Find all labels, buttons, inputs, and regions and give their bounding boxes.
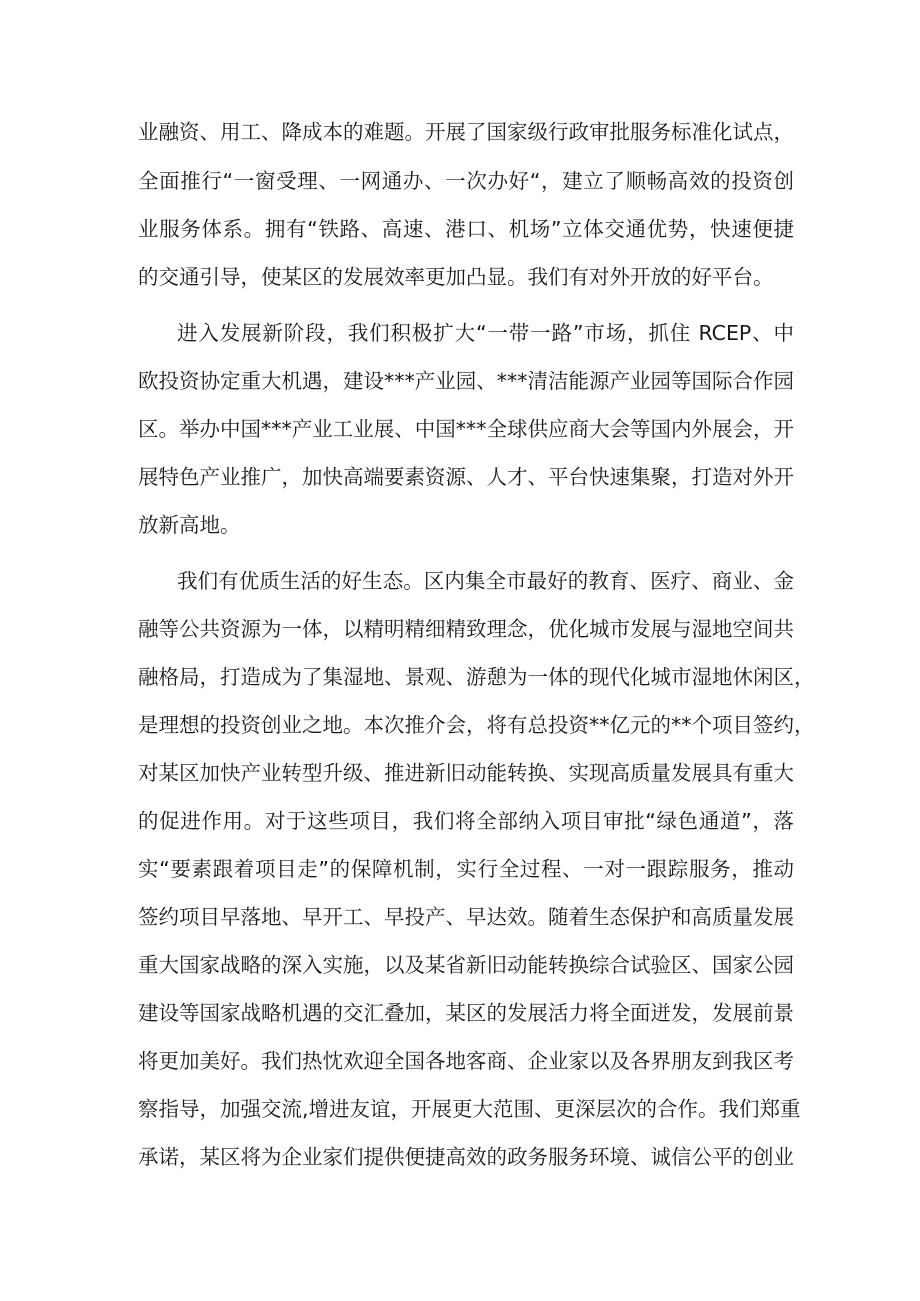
- paragraph-3-line-9: 重大国家战略的深入实施，以及某省新旧动能转换综合试验区、国家公园: [138, 953, 794, 977]
- paragraph-2-line-1: 进入发展新阶段，我们积极扩大“一带一路”市场，抓住 RCEP、中: [177, 321, 794, 345]
- paragraph-2-line-5: 放新高地。: [138, 513, 241, 537]
- paragraph-3-line-3: 融格局，打造成为了集湿地、景观、游憩为一体的现代化城市湿地休闲区，: [138, 665, 815, 689]
- paragraph-3-line-8: 签约项目早落地、早开工、早投产、早达效。随着生态保护和高质量发展: [138, 905, 794, 929]
- paragraph-1-line-2: 全面推行“一窗受理、一网通办、一次办好“，建立了顺畅高效的投资创: [138, 169, 794, 193]
- paragraph-2-line-2: 欧投资协定重大机遇，建设***产业园、***清洁能源产业园等国际合作园: [138, 369, 794, 393]
- paragraph-2-line-3: 区。举办中国***产业工业展、中国***全球供应商大会等国内外展会，开: [138, 417, 794, 441]
- paragraph-3-line-13: 承诺，某区将为企业家们提供便捷高效的政务服务环境、诚信公平的创业: [138, 1145, 794, 1169]
- paragraph-3-line-10: 建设等国家战略机遇的交汇叠加，某区的发展活力将全面迸发，发展前景: [138, 1001, 794, 1025]
- paragraph-3-line-2: 融等公共资源为一体，以精明精细精致理念，优化城市发展与湿地空间共: [138, 617, 794, 641]
- paragraph-3-line-7: 实“要素跟着项目走”的保障机制，实行全过程、一对一跟踪服务，推动: [138, 857, 794, 881]
- paragraph-3-line-5: 对某区加快产业转型升级、推进新旧动能转换、实现高质量发展具有重大: [138, 761, 794, 785]
- paragraph-1-line-3: 业服务体系。拥有“铁路、高速、港口、机场”立体交通优势，快速便捷: [138, 217, 794, 241]
- paragraph-3-line-4: 是理想的投资创业之地。本次推介会，将有总投资**亿元的**个项目签约，: [138, 713, 815, 737]
- paragraph-1-line-4: 的交通引导，使某区的发展效率更加凸显。我们有对外开放的好平台。: [138, 265, 774, 289]
- paragraph-1-line-1: 业融资、用工、降成本的难题。开展了国家级行政审批服务标准化试点，: [138, 120, 794, 144]
- paragraph-2-line-4: 展特色产业推广，加快高端要素资源、人才、平台快速集聚，打造对外开: [138, 465, 794, 489]
- paragraph-3-line-6: 的促进作用。对于这些项目，我们将全部纳入项目审批“绿色通道”，落: [138, 809, 794, 833]
- paragraph-3-line-1: 我们有优质生活的好生态。区内集全市最好的教育、医疗、商业、金: [177, 569, 794, 593]
- paragraph-3-line-11: 将更加美好。我们热忱欢迎全国各地客商、企业家以及各界朋友到我区考: [138, 1049, 794, 1073]
- paragraph-3-line-12: 察指导，加强交流,增进友谊，开展更大范围、更深层次的合作。我们郑重: [138, 1097, 801, 1121]
